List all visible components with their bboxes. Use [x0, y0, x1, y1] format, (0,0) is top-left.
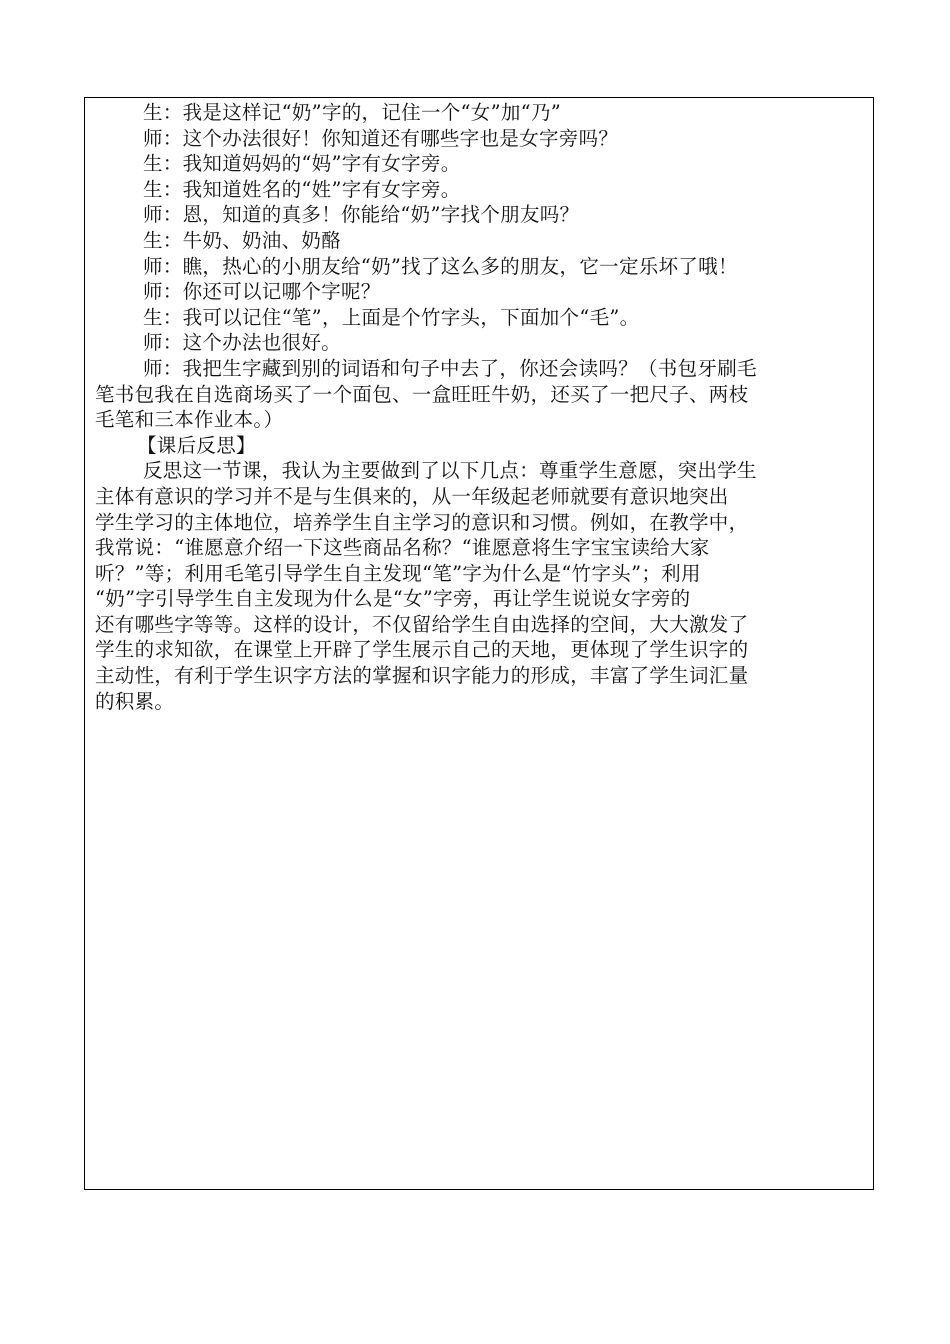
dialogue-line: 师：这个办法很好！你知道还有哪些字也是女字旁吗？ [143, 126, 619, 150]
dialogue-line: 生：牛奶、奶油、奶酪 [143, 228, 342, 252]
reflection-line: 主动性，有利于学生识字方法的掌握和识字能力的形成，丰富了学生词汇量 [95, 664, 749, 688]
teacher-paragraph-line: 师：我把生字藏到别的词语和句子中去了，你还会读吗？（书包牙刷毛 [143, 356, 757, 380]
reflection-line: 还有哪些字等等。这样的设计，不仅留给学生自由选择的空间，大大激发了 [95, 612, 749, 636]
reflection-line: 听？”等；利用毛笔引导学生自主发现“笔”字为什么是“竹字头”；利用 [95, 561, 701, 585]
teacher-paragraph-line: 笔书包我在自选商场买了一个面包、一盒旺旺牛奶，还买了一把尺子、两枝 [95, 382, 749, 406]
reflection-line: 我常说：“谁愿意介绍一下这些商品名称？“谁愿意将生字宝宝读给大家 [95, 536, 710, 560]
reflection-heading: 【课后反思】 [137, 433, 256, 457]
document-body [95, 100, 865, 714]
dialogue-line: 师：恩，知道的真多！你能给“奶”字找个朋友吗？ [143, 203, 580, 227]
reflection-line: 主体有意识的学习并不是与生俱来的，从一年级起老师就要有意识地突出 [95, 484, 729, 508]
teacher-paragraph-line: 毛笔和三本作业本。） [95, 408, 284, 432]
reflection-line: 学生的求知欲，在课堂上开辟了学生展示自己的天地，更体现了学生识字的 [95, 638, 749, 662]
dialogue-line: 师：这个办法也很好。 [143, 331, 342, 355]
dialogue-line: 师：瞧，热心的小朋友给“奶”找了这么多的朋友，它一定乐坏了哦！ [143, 254, 738, 278]
dialogue-line: 生：我知道姓名的“姓”字有女字旁。 [143, 177, 461, 201]
dialogue-line: 师：你还可以记哪个字呢？ [143, 280, 381, 304]
reflection-line: 反思这一节课，我认为主要做到了以下几点：尊重学生意愿，突出学生 [143, 459, 757, 483]
document-table-cell [84, 97, 874, 1190]
reflection-line: “奶”字引导学生自主发现为什么是“女”字旁，再让学生说说女字旁的 [95, 587, 691, 611]
reflection-line: 的积累。 [95, 689, 175, 713]
dialogue-line: 生：我可以记住“笔”，上面是个竹字头，下面加个“毛”。 [143, 305, 640, 329]
dialogue-line: 生：我知道妈妈的“妈”字有女字旁。 [143, 152, 461, 176]
dialogue-line: 生：我是这样记“奶”字的，记住一个“女”加“乃” [143, 101, 562, 124]
reflection-line: 学生学习的主体地位，培养学生自主学习的意识和习惯。例如，在教学中， [95, 510, 749, 534]
